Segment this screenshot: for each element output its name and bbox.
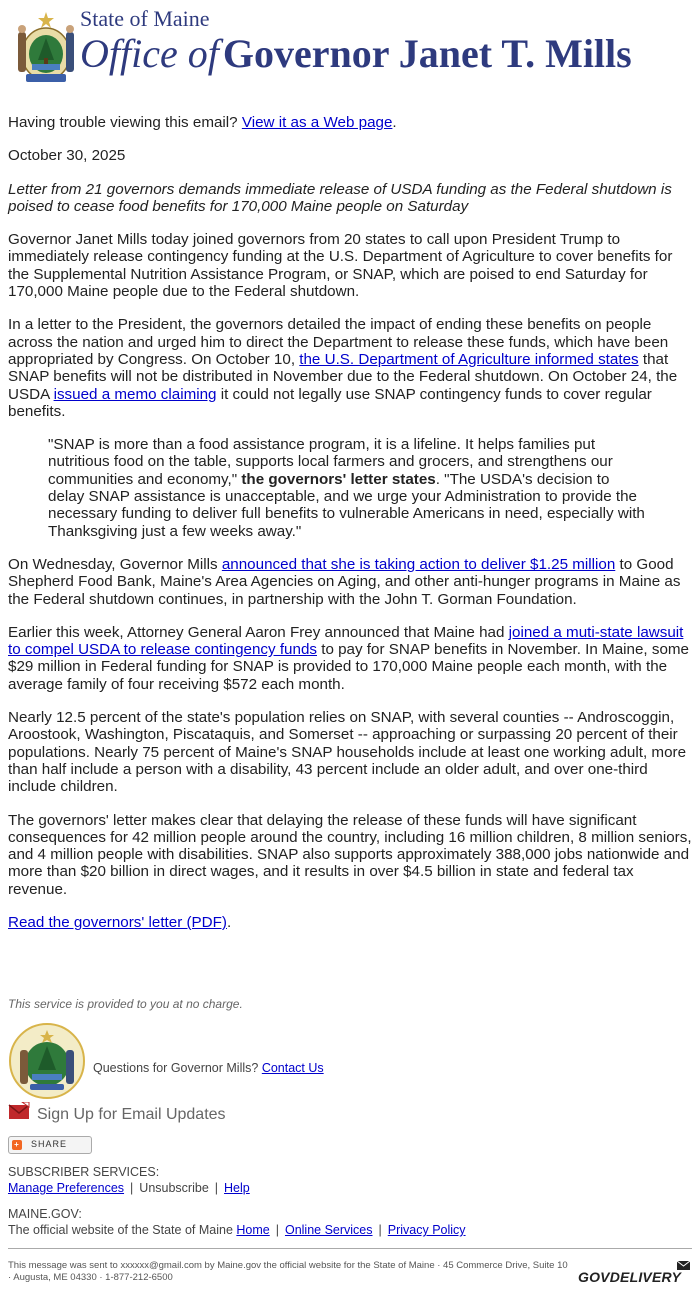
questions-line (93, 1061, 324, 1075)
paragraph-3-text-b: to Good Shepherd Food Bank, Maine's Area Agencies on Aging, and other anti-hunger programs in Maine as the Federal shutdown continues, in partnership with the John T. Gorman Foundation. (8, 555, 681, 608)
view-notice-suffix: . (392, 114, 397, 131)
view-notice-text: Having trouble viewing this email? (8, 114, 242, 131)
email-body (8, 114, 692, 947)
contact-us-link[interactable]: Contact Us (261, 1061, 324, 1075)
governor-name: Governor Janet T. Mills (222, 31, 632, 76)
paragraph-2-text-c: it could not legally use SNAP contingency funds to cover regular benefits. (8, 385, 652, 420)
read-letter-suffix: . (227, 913, 232, 931)
maine-gov-heading: MAINE.GOV: (8, 1207, 82, 1221)
paragraph-3-text-a: On Wednesday, Governor Mills (8, 555, 222, 573)
separator: | (130, 1181, 134, 1195)
separator: | (214, 1181, 219, 1195)
maine-gov-line (8, 1222, 466, 1238)
quote-text-a: "SNAP is more than a food assistance program, it is a lifeline. It helps families put nutritious food on the table, supports local farmers and grocers, and strengthens our communities and economy," (48, 436, 613, 488)
subscriber-links (8, 1180, 250, 1196)
paragraph-2-text-a: In a letter to the President, the governors detailed the impact of ending these benefits on people across the nation and urged him to direct the Department to release these funds, which have been appropriated by Congress. On October 10, (8, 316, 669, 368)
office-prefix: Office of (80, 31, 219, 76)
paragraph-4 (8, 624, 692, 693)
view-web-page-link[interactable]: View it as a Web page (241, 114, 393, 131)
privacy-policy-link[interactable]: Privacy Policy (387, 1223, 466, 1237)
fine-print: This message was sent to xxxxxx@gmail.com by Maine.gov the official website for the State of Maine · 45 Commerce Drive, Suite 10 · Augusta, ME 04330 · 1-877-212-6500 (8, 1260, 568, 1283)
announcement-link[interactable]: announced that she is taking action to deliver $1.25 million (221, 555, 616, 573)
online-services-link[interactable]: Online Services (284, 1223, 373, 1237)
maine-gov-links (8, 1206, 466, 1238)
maine-seal-footer-icon (8, 1022, 86, 1100)
quote-text-b: . "The USDA's decision to delay SNAP assistance is unacceptable, and we urge your Administration to provide the necessary funding to deliver full benefits to vulnerable Americans in need, especially with Thanksgiving just a few weeks away." (48, 470, 645, 540)
footer-divider (8, 1248, 692, 1249)
home-link[interactable]: Home (236, 1223, 270, 1237)
separator: | (275, 1223, 279, 1237)
read-letter-link[interactable]: Read the governors' letter (PDF) (8, 913, 227, 931)
quote-attribution: the governors' letter states (241, 470, 436, 488)
manage-preferences-link[interactable]: Manage Preferences (8, 1181, 125, 1195)
share-label: SHARE (31, 1139, 68, 1149)
paragraph-3 (8, 556, 692, 608)
office-title (80, 30, 632, 77)
separator: | (378, 1223, 382, 1237)
paragraph-4-text-b: to pay for SNAP benefits in November. In Maine, some $29 million in Federal funding for SNAP is provided to 170,000 Maine people each month, with the average family of four receiving $572 each month. (8, 641, 689, 693)
governors-quote (48, 436, 648, 540)
signup-label: Sign Up for Email Updates (37, 1106, 226, 1123)
paragraph-5: Nearly 12.5 percent of the state's population relies on SNAP, with several counties -- Androscoggin, Aroostook, Washington, Piscataquis, and Somerset -- approaching or surpassing 20 percent of their populations. Nearly 75 percent of Maine's SNAP households include at least one working adult, more than half include a person with a disability, 43 percent include an older adult, and over one-third include children. (8, 709, 687, 796)
unsubscribe-link[interactable]: Unsubscribe (139, 1181, 209, 1195)
paragraph-2 (8, 316, 692, 420)
release-subhead: Letter from 21 governors demands immediate release of USDA funding as the Federal shutdown is poised to cease food benefits for 170,000 Maine people on Saturday (8, 180, 672, 215)
usda-informed-states-link[interactable]: the U.S. Department of Agriculture informed states (299, 350, 639, 368)
questions-text: Questions for Governor Mills? (93, 1061, 262, 1075)
paragraph-2-text-b: that SNAP benefits will not be distributed in November due to the Federal shutdown. On October 24, the USDA (8, 350, 678, 403)
paragraph-6: The governors' letter makes clear that delaying the release of these funds will have significant consequences for 42 million people around the country, including 16 million children, 8 million seniors, and 4 million people with disabilities. SNAP also supports approximately 388,000 jobs nationwide and more than $20 billion in direct wages, and it results in over $4.5 billion in state and federal tax revenue. (8, 811, 692, 898)
envelope-icon (8, 1102, 30, 1120)
maine-gov-desc: The official website of the State of Maine (8, 1223, 237, 1237)
subscriber-heading: SUBSCRIBER SERVICES: (8, 1165, 160, 1179)
maine-seal-icon (14, 8, 78, 86)
govdelivery-label: GOVDELIVERY (578, 1269, 682, 1285)
no-charge-notice: This service is provided to you at no charge. (8, 997, 243, 1011)
paragraph-4-text-a: Earlier this week, Attorney General Aaron Frey announced that Maine had (8, 623, 509, 641)
lawsuit-link[interactable]: joined a muti-state lawsuit to compel USDA to release contingency funds (8, 623, 684, 659)
share-plus-icon: + (12, 1140, 22, 1150)
govdelivery-logo[interactable] (577, 1260, 692, 1288)
subscriber-services (8, 1164, 250, 1196)
state-label: State of Maine (80, 6, 210, 31)
read-letter (8, 914, 692, 931)
help-link[interactable]: Help (224, 1181, 250, 1195)
paragraph-1: Governor Janet Mills today joined governors from 20 states to call upon President Trump to immediately release contingency funding at the U.S. Department of Agriculture to cover benefits for the Supplemental Nutrition Assistance Program, or SNAP, which are poised to end Saturday for 170,000 Maine people due to the Federal shutdown. (8, 231, 673, 301)
share-button[interactable] (8, 1136, 92, 1154)
view-notice (8, 114, 692, 131)
email-header (0, 0, 700, 95)
release-date: October 30, 2025 (8, 147, 126, 165)
usda-memo-link[interactable]: issued a memo claiming (53, 385, 217, 403)
